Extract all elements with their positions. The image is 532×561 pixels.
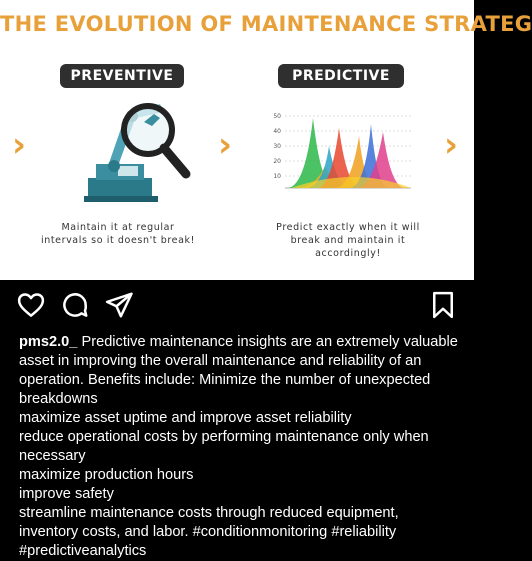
chevron-right-icon: › <box>12 125 27 165</box>
paper-plane-icon[interactable] <box>104 290 134 320</box>
caption-line: improve safety <box>19 486 114 502</box>
predictive-caption <box>248 221 448 260</box>
caption-paragraph <box>19 333 459 409</box>
chart-tick-label: 10 <box>273 173 281 180</box>
predictive-caption-line: break and maintain it <box>290 235 406 246</box>
chevron-right-icon: › <box>444 125 459 165</box>
preventive-caption-line: Maintain it at regular <box>61 222 175 233</box>
chevron-right-icon: › <box>218 125 233 165</box>
caption-line: maximize asset uptime and improve asset reliability <box>19 410 352 426</box>
bookmark-icon[interactable] <box>428 290 458 320</box>
comment-icon[interactable] <box>60 290 90 320</box>
post-action-bar <box>0 290 474 324</box>
chart-tick-label: 40 <box>273 128 281 135</box>
heart-icon[interactable] <box>16 290 46 320</box>
maintenance-infographic <box>0 0 532 280</box>
post-caption <box>19 333 459 561</box>
predictive-caption-line: Predict exactly when it will <box>276 222 420 233</box>
post-username[interactable]: pms2.0_ <box>19 334 78 350</box>
predictive-caption-line: accordingly! <box>315 248 381 259</box>
predictive-label: PREDICTIVE <box>278 64 404 88</box>
robot-arm-magnifier-illustration <box>78 96 194 208</box>
chart-tick-label: 50 <box>273 113 281 120</box>
predictive-chart-illustration <box>265 106 415 196</box>
preventive-caption-line: intervals so it doesn't break! <box>40 235 196 246</box>
caption-line: maximize production hours <box>19 467 194 483</box>
infographic-title: THE EVOLUTION OF MAINTENANCE STRATEG <box>0 12 532 36</box>
chart-tick-label: 30 <box>273 143 281 150</box>
chart-tick-label: 20 <box>273 158 281 165</box>
caption-line: streamline maintenance costs through reduced equipment, inventory costs, and labor. #conditionmonitoring #reliability #predictiveanalytics <box>19 505 399 559</box>
preventive-caption <box>18 221 218 247</box>
caption-line: reduce operational costs by performing maintenance only when necessary <box>19 429 429 464</box>
preventive-label: PREVENTIVE <box>60 64 184 88</box>
caption-intro: Predictive maintenance insights are an extremely valuable asset in improving the overall maintenance and reliability of an operation. Benefits include: Minimize the number of unexpected breakdowns <box>19 334 458 407</box>
